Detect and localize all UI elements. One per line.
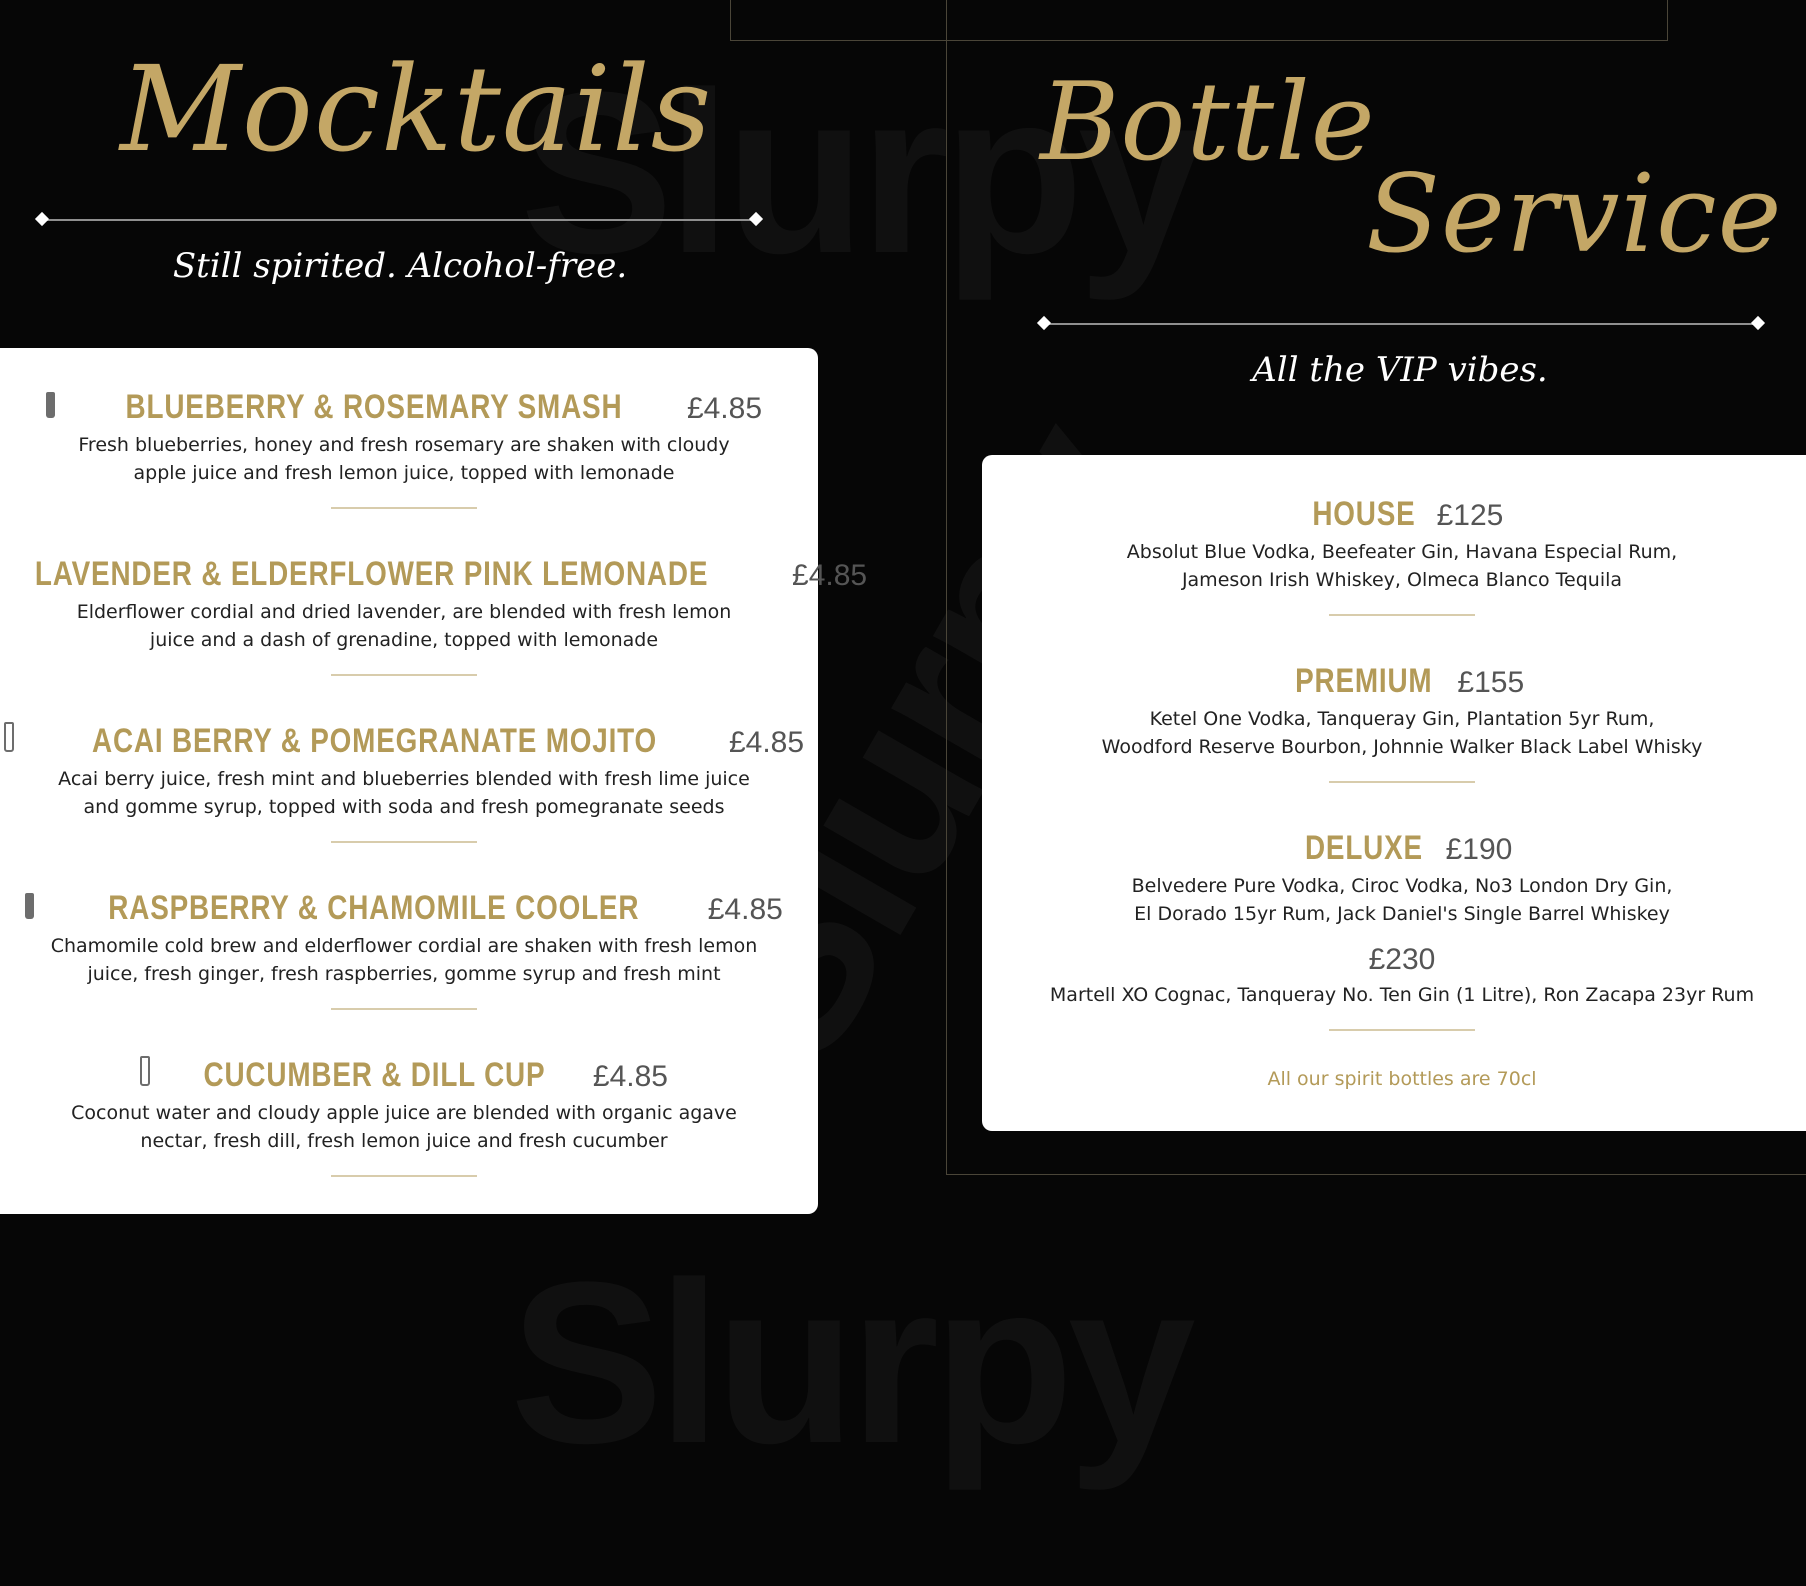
item-name: RASPBERRY & CHAMOMILE COOLER xyxy=(108,889,640,927)
item-price: £4.85 xyxy=(686,392,763,425)
item-description-line: juice, fresh ginger, fresh raspberries, gomme syrup and fresh mint xyxy=(87,963,721,985)
item-price: £4.85 xyxy=(707,893,783,926)
glass-icon xyxy=(140,1056,150,1086)
bottle-size-note: All our spirit bottles are 70cl xyxy=(1267,1068,1537,1090)
bottle-service-content xyxy=(982,455,1806,1131)
item-divider xyxy=(331,1008,477,1010)
bottle-tier xyxy=(982,495,1806,616)
tier-description xyxy=(982,872,1806,928)
glass-icon xyxy=(4,722,14,752)
bottle-tier xyxy=(982,829,1806,928)
menu-item xyxy=(0,388,818,509)
tier-description-line: Ketel One Vodka, Tanqueray Gin, Plantation 5yr Rum, xyxy=(1149,708,1655,730)
item-price: £4.85 xyxy=(728,726,805,759)
watermark xyxy=(510,1230,1190,1495)
tier-description-line: Absolut Blue Vodka, Beefeater Gin, Havana Especial Rum, xyxy=(1126,541,1678,563)
bottle-service-card xyxy=(982,455,1806,1131)
item-description-line: Chamomile cold brew and elderflower cordial are shaken with fresh lemon xyxy=(50,935,758,957)
item-description xyxy=(0,598,818,654)
mocktails-tagline: Still spirited. Alcohol-free. xyxy=(172,246,628,286)
item-description xyxy=(0,431,818,487)
menu-item xyxy=(0,1056,818,1177)
tier-price: £125 xyxy=(1436,499,1504,532)
item-name: ACAI BERRY & POMEGRANATE MOJITO xyxy=(91,722,657,760)
item-price: £4.85 xyxy=(592,1060,668,1093)
glass-icon xyxy=(25,893,34,919)
item-description-line: Elderflower cordial and dried lavender, are blended with fresh lemon xyxy=(76,601,732,623)
item-name: CUCUMBER & DILL CUP xyxy=(203,1056,546,1094)
item-description-line: and gomme syrup, topped with soda and fresh pomegranate seeds xyxy=(83,796,725,818)
menu-item xyxy=(0,722,818,843)
tier-description-line: El Dorado 15yr Rum, Jack Daniel's Single Barrel Whiskey xyxy=(1134,903,1670,925)
mocktails-card xyxy=(0,348,868,1214)
tier-price: £230 xyxy=(1368,943,1436,976)
tier-divider xyxy=(1329,614,1475,616)
bottle-service-title-line1: Bottle xyxy=(1040,60,1376,185)
bottle-service-title-line2: Service xyxy=(1366,152,1783,277)
tier-description-line: Woodford Reserve Bourbon, Johnnie Walker Black Label Whisky xyxy=(1101,736,1703,758)
mocktails-divider xyxy=(42,219,756,221)
tier-divider xyxy=(1329,781,1475,783)
item-description-line: apple juice and fresh lemon juice, topped with lemonade xyxy=(133,462,675,484)
item-description-line: Fresh blueberries, honey and fresh rosemary are shaken with cloudy xyxy=(78,434,730,456)
tier-name: PREMIUM xyxy=(1294,662,1433,700)
bottle-tier xyxy=(982,662,1806,783)
menu-item xyxy=(0,555,868,676)
tier-description-line: Belvedere Pure Vodka, Ciroc Vodka, No3 London Dry Gin, xyxy=(1131,875,1673,897)
tier-divider xyxy=(1329,1029,1475,1031)
tier-description xyxy=(982,705,1806,761)
item-description-line: juice and a dash of grenadine, topped with lemonade xyxy=(149,629,659,651)
menu-item xyxy=(0,889,818,1010)
item-description-line: Coconut water and cloudy apple juice are blended with organic agave xyxy=(71,1102,737,1124)
tier-description: Martell XO Cognac, Tanqueray No. Ten Gin (1 Litre), Ron Zacapa 23yr Rum xyxy=(1049,984,1755,1006)
item-price: £4.85 xyxy=(792,559,868,592)
item-name: LAVENDER & ELDERFLOWER PINK LEMONADE xyxy=(34,555,709,593)
tier-price: £190 xyxy=(1445,833,1513,866)
item-description-line: Acai berry juice, fresh mint and blueberries blended with fresh lime juice xyxy=(58,768,750,790)
item-description xyxy=(0,765,818,821)
tier-description xyxy=(982,538,1806,594)
item-divider xyxy=(331,507,477,509)
bottle-tier-extra xyxy=(982,943,1806,1031)
mocktails-title: Mocktails xyxy=(120,40,713,178)
item-description xyxy=(0,1099,818,1155)
tier-price: £155 xyxy=(1457,666,1525,699)
tier-name: HOUSE xyxy=(1311,495,1416,533)
item-divider xyxy=(331,674,477,676)
glass-icon xyxy=(46,392,55,418)
tier-description-line: Jameson Irish Whiskey, Olmeca Blanco Tequila xyxy=(1181,569,1623,591)
item-description-line: nectar, fresh dill, fresh lemon juice and fresh cucumber xyxy=(140,1130,668,1152)
bottle-service-divider xyxy=(1044,323,1758,325)
bottle-service-tagline: All the VIP vibes. xyxy=(1252,350,1548,390)
item-name: BLUEBERRY & ROSEMARY SMASH xyxy=(125,388,623,426)
tier-name: DELUXE xyxy=(1304,829,1423,867)
item-description xyxy=(0,932,818,988)
item-divider xyxy=(331,1175,477,1177)
item-divider xyxy=(331,841,477,843)
